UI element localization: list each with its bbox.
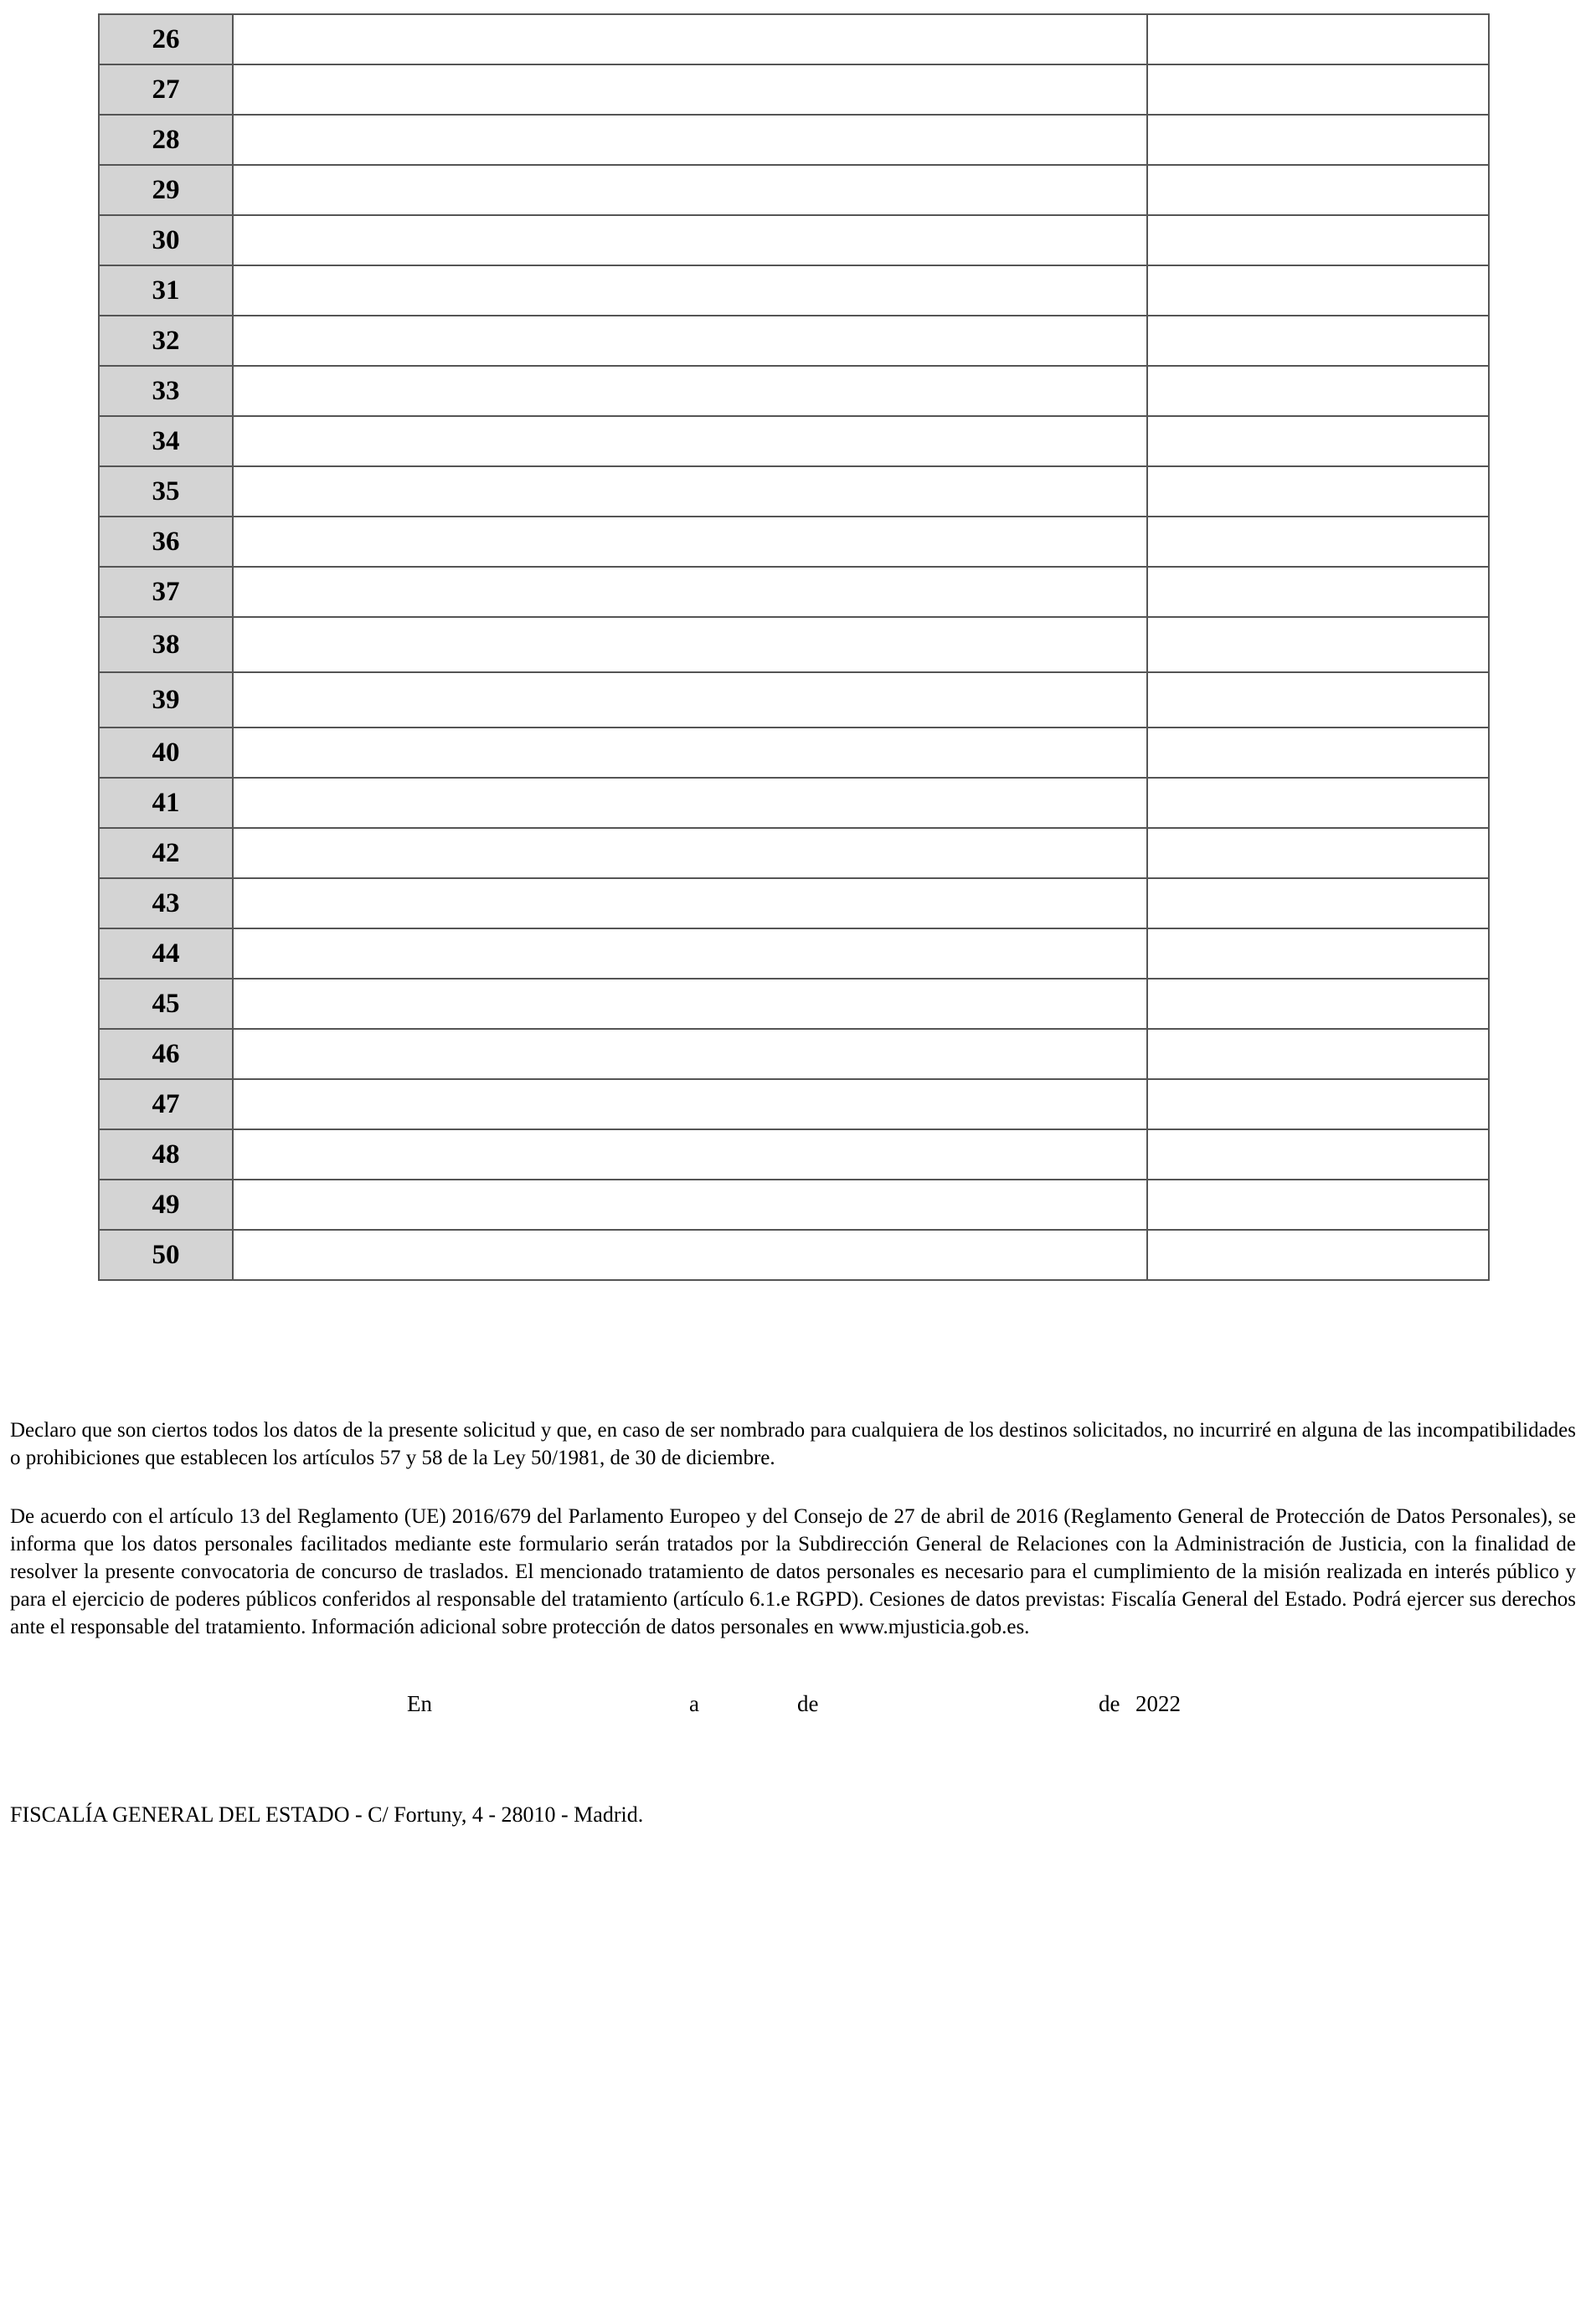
row-number-cell: 40 <box>99 728 233 778</box>
table-row <box>99 64 1489 115</box>
extra-cell[interactable] <box>1147 672 1489 728</box>
table-row <box>99 567 1489 617</box>
table-row <box>99 979 1489 1029</box>
destination-cell[interactable] <box>233 115 1147 165</box>
table-row <box>99 1129 1489 1180</box>
table-row <box>99 778 1489 828</box>
destination-cell[interactable] <box>233 165 1147 215</box>
row-number-cell: 38 <box>99 617 233 672</box>
destination-cell[interactable] <box>233 14 1147 64</box>
destination-cell[interactable] <box>233 1029 1147 1079</box>
extra-cell[interactable] <box>1147 1029 1489 1079</box>
table-row <box>99 728 1489 778</box>
row-number-cell: 30 <box>99 215 233 265</box>
destination-cell[interactable] <box>233 878 1147 928</box>
table-row <box>99 366 1489 416</box>
destination-cell[interactable] <box>233 1230 1147 1280</box>
row-number-cell: 39 <box>99 672 233 728</box>
destination-cell[interactable] <box>233 728 1147 778</box>
table-row <box>99 1180 1489 1230</box>
extra-cell[interactable] <box>1147 1129 1489 1180</box>
row-number-cell: 34 <box>99 416 233 466</box>
date-line-year: 2022 <box>1135 1691 1181 1716</box>
row-number-cell: 26 <box>99 14 233 64</box>
extra-cell[interactable] <box>1147 617 1489 672</box>
privacy-notice-paragraph: De acuerdo con el artículo 13 del Reglamento (UE) 2016/679 del Parlamento Europeo y del Consejo de 27 de abril de 2016 (Reglamento General de Protección de Datos Personales), se informa que los datos personales facilitados mediante este formulario serán tratados por la Subdirección General de Relaciones con la Administración de Justicia, con la finalidad de resolver la presente convocatoria de concurso de traslados. El mencionado tratamiento de datos personales es necesario para el cumplimiento de la misión realizada en interés público y para el ejercicio de poderes públicos conferidos al responsable del tratamiento (artículo 6.1.e RGPD). Cesiones de datos previstas: Fiscalía General del Estado. Podrá ejercer sus derechos ante el responsable del tratamiento. Información adicional sobre protección de datos personales en www.mjusticia.gob.es. <box>10 1505 1576 1638</box>
table-row <box>99 672 1489 728</box>
destination-cell[interactable] <box>233 778 1147 828</box>
table-row <box>99 878 1489 928</box>
extra-cell[interactable] <box>1147 567 1489 617</box>
row-number-cell: 29 <box>99 165 233 215</box>
extra-cell[interactable] <box>1147 64 1489 115</box>
destination-cell[interactable] <box>233 567 1147 617</box>
row-number-cell: 49 <box>99 1180 233 1230</box>
extra-cell[interactable] <box>1147 928 1489 979</box>
date-line-de-1: de <box>797 1691 819 1716</box>
extra-cell[interactable] <box>1147 1230 1489 1280</box>
extra-cell[interactable] <box>1147 14 1489 64</box>
destination-cell[interactable] <box>233 416 1147 466</box>
row-number-cell: 43 <box>99 878 233 928</box>
destination-cell[interactable] <box>233 265 1147 316</box>
destination-cell[interactable] <box>233 316 1147 366</box>
destinations-table <box>98 13 1490 1281</box>
row-number-cell: 41 <box>99 778 233 828</box>
row-number-cell: 42 <box>99 828 233 878</box>
extra-cell[interactable] <box>1147 416 1489 466</box>
destination-cell[interactable] <box>233 928 1147 979</box>
extra-cell[interactable] <box>1147 115 1489 165</box>
date-line-a: a <box>689 1691 699 1716</box>
row-number-cell: 31 <box>99 265 233 316</box>
date-line-de-2: de <box>1099 1691 1120 1716</box>
row-number-cell: 27 <box>99 64 233 115</box>
row-number-cell: 48 <box>99 1129 233 1180</box>
row-number-cell: 46 <box>99 1029 233 1079</box>
footer-address: FISCALÍA GENERAL DEL ESTADO - C/ Fortuny, 4 - 28010 - Madrid. <box>10 1802 644 1827</box>
extra-cell[interactable] <box>1147 728 1489 778</box>
table-row <box>99 14 1489 64</box>
extra-cell[interactable] <box>1147 1180 1489 1230</box>
table-row <box>99 115 1489 165</box>
table-row <box>99 165 1489 215</box>
extra-cell[interactable] <box>1147 466 1489 517</box>
destination-cell[interactable] <box>233 215 1147 265</box>
signature-date-line <box>0 1691 1591 1725</box>
extra-cell[interactable] <box>1147 1079 1489 1129</box>
extra-cell[interactable] <box>1147 878 1489 928</box>
table-row <box>99 416 1489 466</box>
declaration-paragraph: Declaro que son ciertos todos los datos de la presente solicitud y que, en caso de ser nombrado para cualquiera de los destinos solicitados, no incurriré en alguna de las incompatibilidades o prohibiciones que establecen los artículos 57 y 58 de la Ley 50/1981, de 30 de diciembre. <box>10 1419 1576 1469</box>
destination-cell[interactable] <box>233 672 1147 728</box>
table-row <box>99 316 1489 366</box>
table-row <box>99 466 1489 517</box>
extra-cell[interactable] <box>1147 165 1489 215</box>
row-number-cell: 32 <box>99 316 233 366</box>
table-row <box>99 617 1489 672</box>
row-number-cell: 47 <box>99 1079 233 1129</box>
extra-cell[interactable] <box>1147 215 1489 265</box>
table-row <box>99 1230 1489 1280</box>
row-number-cell: 50 <box>99 1230 233 1280</box>
destinations-table-body <box>99 14 1489 1280</box>
date-line-en: En <box>407 1691 432 1716</box>
row-number-cell: 35 <box>99 466 233 517</box>
table-row <box>99 265 1489 316</box>
destination-cell[interactable] <box>233 828 1147 878</box>
extra-cell[interactable] <box>1147 366 1489 416</box>
table-row <box>99 215 1489 265</box>
extra-cell[interactable] <box>1147 778 1489 828</box>
destination-cell[interactable] <box>233 1079 1147 1129</box>
destination-cell[interactable] <box>233 466 1147 517</box>
row-number-cell: 45 <box>99 979 233 1029</box>
table-row <box>99 928 1489 979</box>
destination-cell[interactable] <box>233 64 1147 115</box>
row-number-cell: 33 <box>99 366 233 416</box>
extra-cell[interactable] <box>1147 828 1489 878</box>
table-row <box>99 828 1489 878</box>
table-row <box>99 517 1489 567</box>
extra-cell[interactable] <box>1147 316 1489 366</box>
row-number-cell: 37 <box>99 567 233 617</box>
table-row <box>99 1079 1489 1129</box>
table-row <box>99 1029 1489 1079</box>
destination-cell[interactable] <box>233 517 1147 567</box>
extra-cell[interactable] <box>1147 265 1489 316</box>
destination-cell[interactable] <box>233 617 1147 672</box>
destination-cell[interactable] <box>233 1129 1147 1180</box>
destination-cell[interactable] <box>233 366 1147 416</box>
extra-cell[interactable] <box>1147 979 1489 1029</box>
extra-cell[interactable] <box>1147 517 1489 567</box>
row-number-cell: 28 <box>99 115 233 165</box>
row-number-cell: 44 <box>99 928 233 979</box>
row-number-cell: 36 <box>99 517 233 567</box>
destination-cell[interactable] <box>233 1180 1147 1230</box>
destination-cell[interactable] <box>233 979 1147 1029</box>
